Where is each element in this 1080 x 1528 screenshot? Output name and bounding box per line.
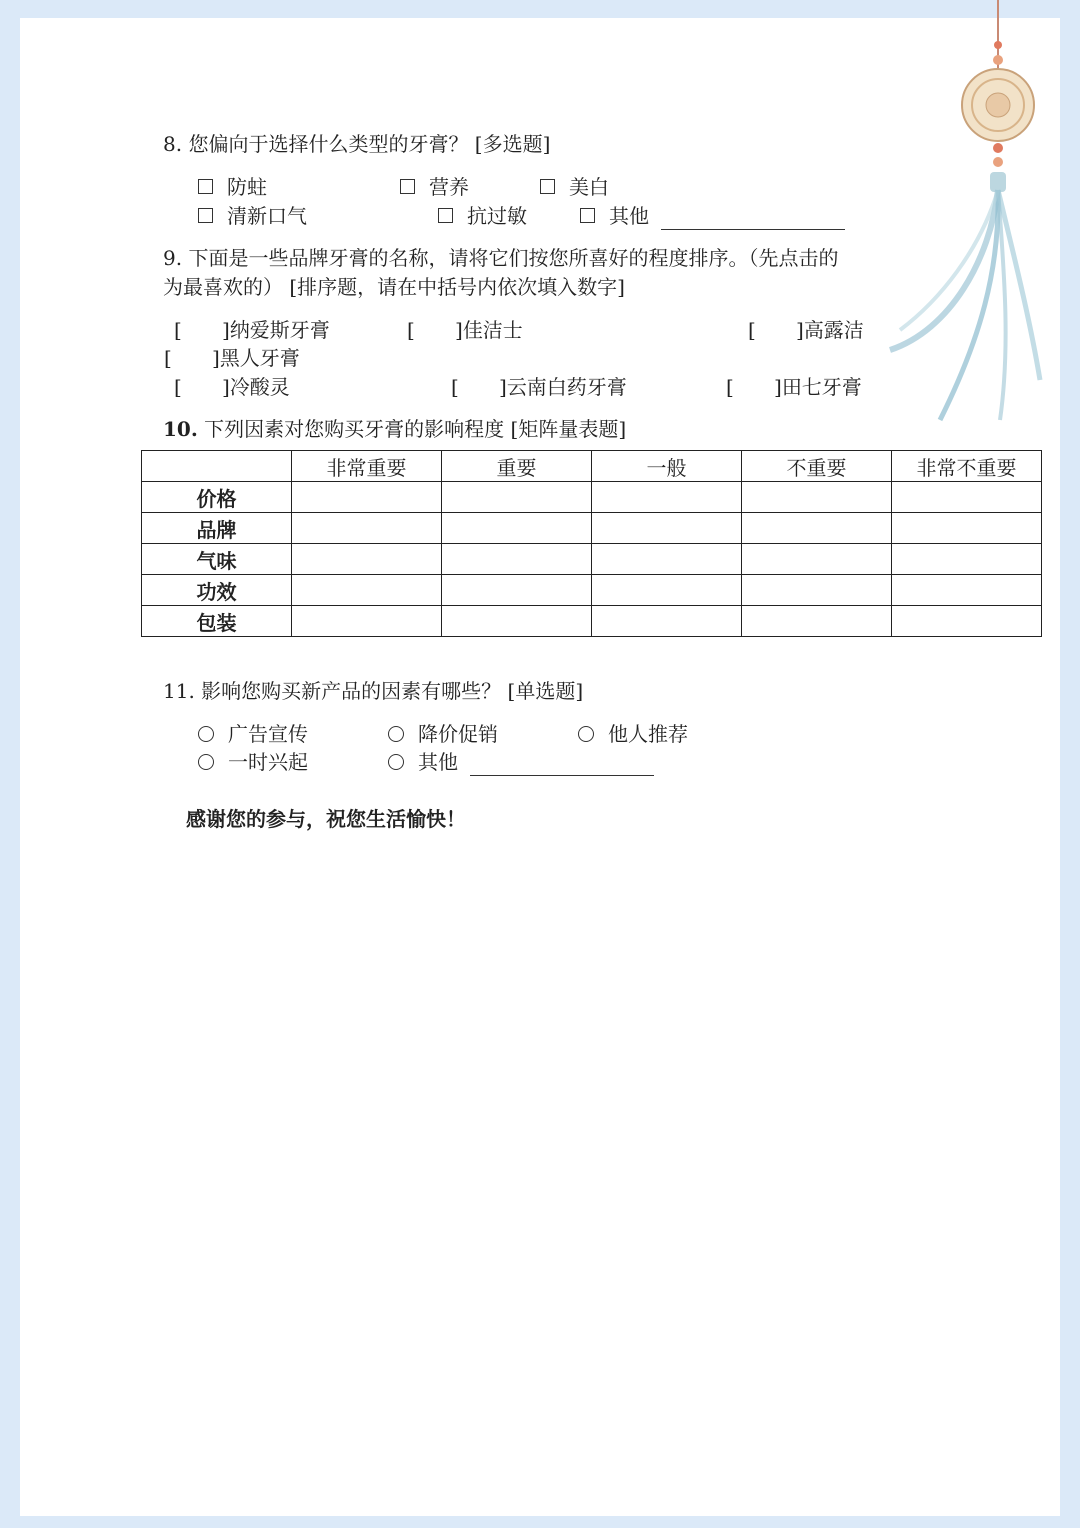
matrix-cell[interactable] [592, 606, 742, 637]
q8-option-kangguomin[interactable]: 抗过敏 [438, 202, 527, 230]
table-row [142, 606, 1042, 637]
q11-other-input[interactable] [470, 757, 654, 776]
matrix-cell[interactable] [892, 482, 1042, 513]
checkbox-icon[interactable] [540, 179, 555, 194]
q9-title-line2: 为最喜欢的） [排序题，请在中括号内依次填入数字] [163, 275, 625, 299]
matrix-cell[interactable] [892, 575, 1042, 606]
table-row-header: 功效 [142, 575, 292, 606]
table-row-header: 价格 [142, 482, 292, 513]
checkbox-icon[interactable] [580, 208, 595, 223]
table-column-header: 重要 [442, 451, 592, 482]
matrix-cell[interactable] [292, 575, 442, 606]
tassel-ornament-icon [880, 0, 1060, 440]
table-column-header: 非常重要 [292, 451, 442, 482]
q10-matrix-table [141, 450, 1042, 637]
matrix-cell[interactable] [892, 544, 1042, 575]
matrix-cell[interactable] [592, 575, 742, 606]
q11-option-yishi[interactable]: 一时兴起 [198, 748, 308, 776]
checkbox-icon[interactable] [198, 208, 213, 223]
radio-icon[interactable] [388, 754, 404, 770]
q11-title: 11. 影响您购买新产品的因素有哪些？ [单选题] [163, 679, 584, 703]
matrix-cell[interactable] [742, 544, 892, 575]
q9-rank-item[interactable]: [ ]云南白药牙膏 [451, 375, 627, 399]
q9-rank-item[interactable]: [ ]田七牙膏 [726, 375, 862, 399]
matrix-cell[interactable] [742, 513, 892, 544]
matrix-cell[interactable] [292, 513, 442, 544]
q9-rank-item[interactable]: [ ]冷酸灵 [174, 375, 290, 399]
q8-option-yingyang[interactable]: 营养 [400, 173, 469, 201]
table-row-header: 气味 [142, 544, 292, 575]
table-header-row [142, 451, 1042, 482]
q9-rank-item[interactable]: [ ]高露洁 [748, 318, 864, 342]
radio-icon[interactable] [198, 726, 214, 742]
table-row [142, 544, 1042, 575]
matrix-cell[interactable] [442, 513, 592, 544]
table-row-header: 品牌 [142, 513, 292, 544]
matrix-cell[interactable] [592, 513, 742, 544]
matrix-cell[interactable] [442, 575, 592, 606]
q9-title-line1: 9. 下面是一些品牌牙膏的名称，请将它们按您所喜好的程度排序。（先点击的 [163, 246, 839, 270]
q9-rank-item[interactable]: [ ]黑人牙膏 [164, 346, 300, 370]
checkbox-icon[interactable] [198, 179, 213, 194]
radio-icon[interactable] [198, 754, 214, 770]
q11-option-tuijian[interactable]: 他人推荐 [578, 720, 688, 748]
table-corner-cell [142, 451, 292, 482]
q8-other-input[interactable] [661, 211, 845, 230]
q8-option-qingxin[interactable]: 清新口气 [198, 202, 307, 230]
matrix-cell[interactable] [442, 482, 592, 513]
table-column-header: 不重要 [742, 451, 892, 482]
matrix-cell[interactable] [442, 606, 592, 637]
q11-option-guanggao[interactable]: 广告宣传 [198, 720, 308, 748]
checkbox-icon[interactable] [400, 179, 415, 194]
table-column-header: 非常不重要 [892, 451, 1042, 482]
q10-title: 10. 下列因素对您购买牙膏的影响程度 [矩阵量表题] [163, 417, 627, 441]
radio-icon[interactable] [388, 726, 404, 742]
table-row [142, 513, 1042, 544]
thanks-message: 感谢您的参与，祝您生活愉快！ [186, 807, 466, 831]
table-row-header: 包装 [142, 606, 292, 637]
matrix-cell[interactable] [442, 544, 592, 575]
q9-rank-item[interactable]: [ ]纳爱斯牙膏 [174, 318, 330, 342]
q8-option-meibai[interactable]: 美白 [540, 173, 609, 201]
matrix-cell[interactable] [292, 482, 442, 513]
matrix-cell[interactable] [292, 544, 442, 575]
matrix-cell[interactable] [742, 575, 892, 606]
matrix-cell[interactable] [742, 482, 892, 513]
checkbox-icon[interactable] [438, 208, 453, 223]
matrix-cell[interactable] [592, 482, 742, 513]
matrix-cell[interactable] [742, 606, 892, 637]
matrix-cell[interactable] [892, 513, 1042, 544]
q11-option-other[interactable]: 其他 [388, 748, 654, 776]
matrix-cell[interactable] [292, 606, 442, 637]
q8-option-other[interactable]: 其他 [580, 202, 845, 230]
radio-icon[interactable] [578, 726, 594, 742]
q11-option-jiangjia[interactable]: 降价促销 [388, 720, 498, 748]
table-column-header: 一般 [592, 451, 742, 482]
matrix-cell[interactable] [892, 606, 1042, 637]
q8-option-fangzhu[interactable]: 防蛀 [198, 173, 267, 201]
matrix-cell[interactable] [592, 544, 742, 575]
q8-title: 8. 您偏向于选择什么类型的牙膏？ [多选题] [163, 132, 551, 156]
q9-rank-item[interactable]: [ ]佳洁士 [407, 318, 523, 342]
table-row [142, 575, 1042, 606]
table-row [142, 482, 1042, 513]
